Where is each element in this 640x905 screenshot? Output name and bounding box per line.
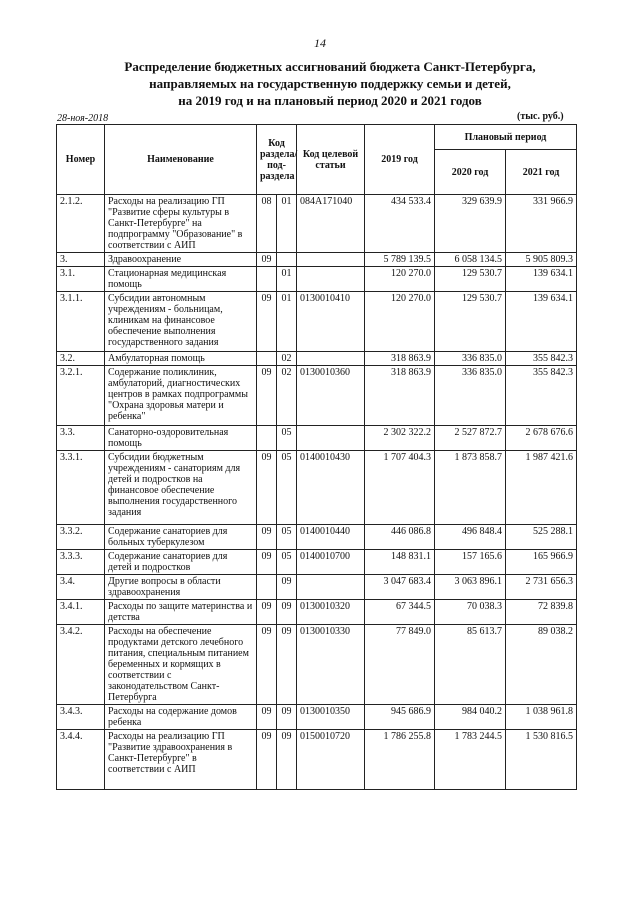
row-value-2020: 329 639.9 xyxy=(435,195,506,253)
row-article-code: 0140010440 xyxy=(297,525,365,550)
row-subsection-code: 09 xyxy=(277,705,297,730)
row-name: Расходы на обеспечение продуктами детского лечебного питания, специальным питанием беременных и кормящих в соответствии с законодательством Санкт-Петербурга xyxy=(105,625,257,705)
units-label: (тыс. руб.) xyxy=(517,111,564,122)
row-number: 3.1.1. xyxy=(57,292,105,352)
table-row xyxy=(57,550,577,575)
row-name: Субсидии бюджетным учреждениям - санаториям для детей и подростков на финансовое обеспечение выполнения государственного задания xyxy=(105,451,257,525)
row-value-2019: 67 344.5 xyxy=(365,600,435,625)
row-value-2019: 1 707 404.3 xyxy=(365,451,435,525)
row-number: 3.4. xyxy=(57,575,105,600)
header-article: Код целевой статьи xyxy=(297,125,365,195)
row-value-2019: 120 270.0 xyxy=(365,267,435,292)
header-planned-period: Плановый период xyxy=(435,125,577,150)
row-name: Другие вопросы в области здравоохранения xyxy=(105,575,257,600)
table-row xyxy=(57,451,577,525)
row-value-2019: 318 863.9 xyxy=(365,352,435,366)
row-number: 3.2.1. xyxy=(57,366,105,426)
row-value-2021: 89 038.2 xyxy=(506,625,577,705)
row-subsection-code: 01 xyxy=(277,267,297,292)
row-section-code: 09 xyxy=(257,705,277,730)
row-number: 3.4.2. xyxy=(57,625,105,705)
row-number: 3. xyxy=(57,253,105,267)
row-subsection-code: 01 xyxy=(277,195,297,253)
row-number: 3.3.2. xyxy=(57,525,105,550)
row-value-2021: 1 987 421.6 xyxy=(506,451,577,525)
row-article-code xyxy=(297,426,365,451)
row-number: 3.1. xyxy=(57,267,105,292)
row-name: Субсидии автономным учреждениям - больницам, клиникам на финансовое обеспечение выполнения государственного задания xyxy=(105,292,257,352)
header-section: Код раздела/ под-раздела xyxy=(257,125,297,195)
table-row xyxy=(57,253,577,267)
row-value-2020: 6 058 134.5 xyxy=(435,253,506,267)
row-value-2019: 318 863.9 xyxy=(365,366,435,426)
row-value-2019: 120 270.0 xyxy=(365,292,435,352)
row-subsection-code: 05 xyxy=(277,426,297,451)
table-row xyxy=(57,730,577,790)
row-subsection-code xyxy=(277,253,297,267)
row-article-code xyxy=(297,253,365,267)
row-section-code: 09 xyxy=(257,451,277,525)
row-subsection-code: 09 xyxy=(277,625,297,705)
row-section-code: 09 xyxy=(257,600,277,625)
row-article-code: 0130010410 xyxy=(297,292,365,352)
row-section-code: 09 xyxy=(257,625,277,705)
row-name: Стационарная медицинская помощь xyxy=(105,267,257,292)
row-number: 3.4.4. xyxy=(57,730,105,790)
row-value-2021: 2 731 656.3 xyxy=(506,575,577,600)
row-value-2019: 1 786 255.8 xyxy=(365,730,435,790)
row-subsection-code: 02 xyxy=(277,352,297,366)
row-article-code: 0140010430 xyxy=(297,451,365,525)
row-value-2021: 139 634.1 xyxy=(506,292,577,352)
document-title xyxy=(70,58,590,109)
row-value-2020: 984 040.2 xyxy=(435,705,506,730)
row-name: Амбулаторная помощь xyxy=(105,352,257,366)
row-name: Расходы на реализацию ГП "Развитие здравоохранения в Санкт-Петербурге" в соответствии с АИП xyxy=(105,730,257,790)
budget-table xyxy=(56,124,577,790)
row-section-code: 09 xyxy=(257,292,277,352)
row-section-code: 09 xyxy=(257,730,277,790)
header-name: Наименование xyxy=(105,125,257,195)
row-section-code: 09 xyxy=(257,253,277,267)
row-number: 3.3.3. xyxy=(57,550,105,575)
row-value-2019: 148 831.1 xyxy=(365,550,435,575)
table-row xyxy=(57,575,577,600)
row-number: 3.4.3. xyxy=(57,705,105,730)
row-article-code: 0130010360 xyxy=(297,366,365,426)
row-subsection-code: 02 xyxy=(277,366,297,426)
row-name: Здравоохранение xyxy=(105,253,257,267)
row-value-2020: 129 530.7 xyxy=(435,292,506,352)
row-subsection-code: 01 xyxy=(277,292,297,352)
row-article-code: 0150010720 xyxy=(297,730,365,790)
row-section-code: 09 xyxy=(257,525,277,550)
table-row xyxy=(57,625,577,705)
row-value-2020: 336 835.0 xyxy=(435,352,506,366)
row-name: Расходы на реализацию ГП "Развитие сферы культуры в Санкт-Петербурге" на подпрограмму "Образование" в соответствии с АИП xyxy=(105,195,257,253)
row-value-2019: 2 302 322.2 xyxy=(365,426,435,451)
row-value-2021: 331 966.9 xyxy=(506,195,577,253)
row-article-code xyxy=(297,575,365,600)
table-row xyxy=(57,705,577,730)
table-row xyxy=(57,292,577,352)
row-value-2019: 446 086.8 xyxy=(365,525,435,550)
row-value-2021: 165 966.9 xyxy=(506,550,577,575)
table-row xyxy=(57,366,577,426)
table-row xyxy=(57,525,577,550)
table-row xyxy=(57,600,577,625)
row-number: 3.3. xyxy=(57,426,105,451)
row-value-2021: 72 839.8 xyxy=(506,600,577,625)
row-section-code: 09 xyxy=(257,550,277,575)
row-subsection-code: 09 xyxy=(277,600,297,625)
row-subsection-code: 09 xyxy=(277,730,297,790)
row-value-2019: 77 849.0 xyxy=(365,625,435,705)
row-value-2021: 1 038 961.8 xyxy=(506,705,577,730)
row-section-code xyxy=(257,267,277,292)
row-article-code xyxy=(297,267,365,292)
row-subsection-code: 09 xyxy=(277,575,297,600)
row-section-code: 09 xyxy=(257,366,277,426)
header-number: Номер xyxy=(57,125,105,195)
row-value-2019: 945 686.9 xyxy=(365,705,435,730)
row-article-code: 0140010700 xyxy=(297,550,365,575)
row-name: Санаторно-оздоровительная помощь xyxy=(105,426,257,451)
title-line-1: Распределение бюджетных ассигнований бюджета Санкт-Петербурга, xyxy=(124,59,536,74)
row-value-2021: 1 530 816.5 xyxy=(506,730,577,790)
row-value-2020: 129 530.7 xyxy=(435,267,506,292)
header-2019: 2019 год xyxy=(365,125,435,195)
row-value-2020: 2 527 872.7 xyxy=(435,426,506,451)
row-value-2020: 85 613.7 xyxy=(435,625,506,705)
row-value-2020: 336 835.0 xyxy=(435,366,506,426)
row-number: 3.4.1. xyxy=(57,600,105,625)
row-section-code: 08 xyxy=(257,195,277,253)
row-number: 3.3.1. xyxy=(57,451,105,525)
row-value-2021: 355 842.3 xyxy=(506,366,577,426)
table-row xyxy=(57,195,577,253)
row-section-code xyxy=(257,352,277,366)
row-article-code: 0130010350 xyxy=(297,705,365,730)
row-value-2020: 3 063 896.1 xyxy=(435,575,506,600)
row-name: Расходы по защите материнства и детства xyxy=(105,600,257,625)
row-value-2021: 355 842.3 xyxy=(506,352,577,366)
row-name: Содержание поликлиник, амбулаторий, диагностических центров в рамках подпрограммы "Охрана здоровья матери и ребенка" xyxy=(105,366,257,426)
row-number: 3.2. xyxy=(57,352,105,366)
table-row xyxy=(57,267,577,292)
row-name: Содержание санаториев для детей и подростков xyxy=(105,550,257,575)
row-value-2020: 1 783 244.5 xyxy=(435,730,506,790)
row-value-2021: 5 905 809.3 xyxy=(506,253,577,267)
row-section-code xyxy=(257,575,277,600)
row-article-code xyxy=(297,352,365,366)
row-number: 2.1.2. xyxy=(57,195,105,253)
row-value-2020: 70 038.3 xyxy=(435,600,506,625)
row-value-2021: 525 288.1 xyxy=(506,525,577,550)
row-article-code: 0130010320 xyxy=(297,600,365,625)
row-value-2021: 139 634.1 xyxy=(506,267,577,292)
row-section-code xyxy=(257,426,277,451)
row-article-code: 0130010330 xyxy=(297,625,365,705)
table-body xyxy=(57,195,577,790)
row-value-2019: 5 789 139.5 xyxy=(365,253,435,267)
row-value-2020: 1 873 858.7 xyxy=(435,451,506,525)
row-subsection-code: 05 xyxy=(277,550,297,575)
table-row xyxy=(57,426,577,451)
row-article-code: 084А171040 xyxy=(297,195,365,253)
row-value-2020: 496 848.4 xyxy=(435,525,506,550)
header-2020: 2020 год xyxy=(435,150,506,195)
row-name: Содержание санаториев для больных туберкулезом xyxy=(105,525,257,550)
page-number: 14 xyxy=(314,36,326,50)
row-name: Расходы на содержание домов ребенка xyxy=(105,705,257,730)
row-value-2021: 2 678 676.6 xyxy=(506,426,577,451)
row-subsection-code: 05 xyxy=(277,451,297,525)
table-row xyxy=(57,352,577,366)
document-date: 28-ноя-2018 xyxy=(57,113,109,124)
row-subsection-code: 05 xyxy=(277,525,297,550)
row-value-2019: 434 533.4 xyxy=(365,195,435,253)
title-line-2: направляемых на государственную поддержку семьи и детей, xyxy=(149,76,511,91)
header-2021: 2021 год xyxy=(506,150,577,195)
row-value-2020: 157 165.6 xyxy=(435,550,506,575)
row-value-2019: 3 047 683.4 xyxy=(365,575,435,600)
title-line-3: на 2019 год и на плановый период 2020 и 2021 годов xyxy=(178,93,482,108)
